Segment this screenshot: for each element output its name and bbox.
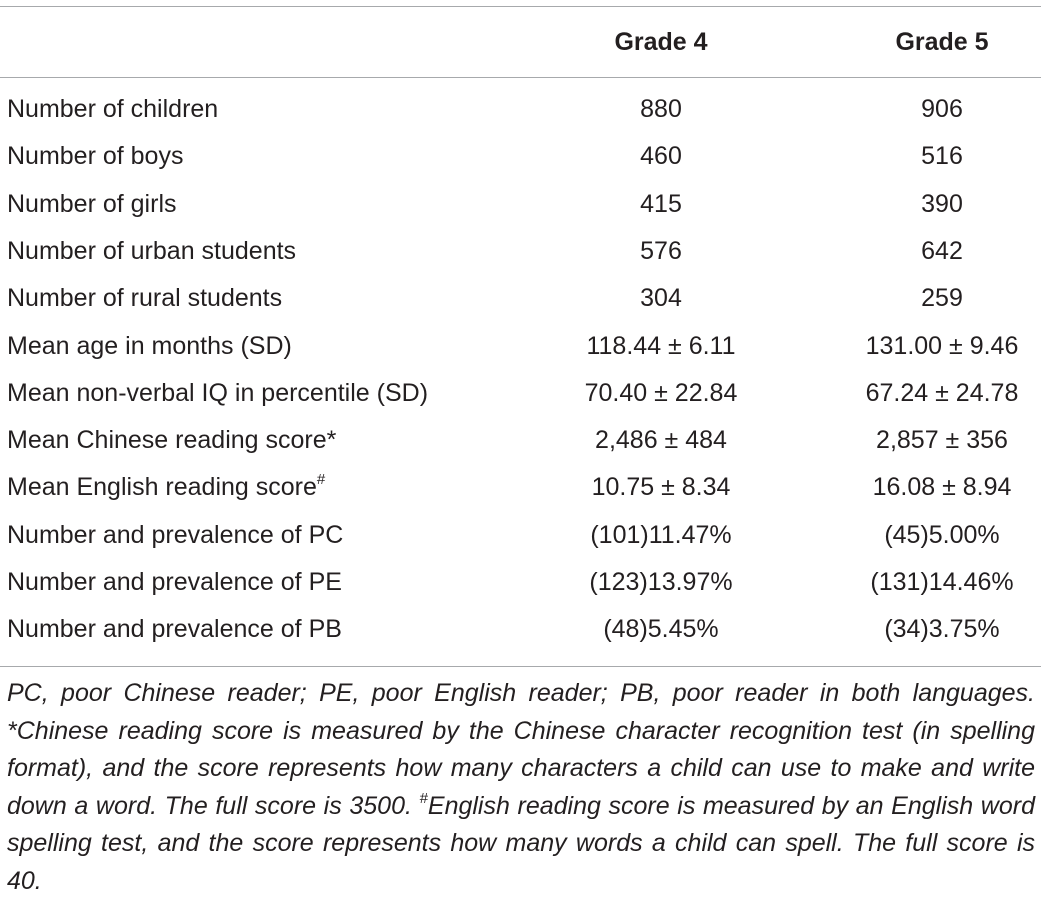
cell-grade5: 516 [921, 142, 963, 171]
row-label [7, 326, 292, 366]
cell-grade4: (101)11.47% [590, 520, 732, 549]
cell-grade4: 70.40 ± 22.84 [584, 378, 738, 407]
row-label [7, 136, 183, 176]
footnote-hash-text: English reading score is measured by an English word spelling test, and the score represents how many words a child can spell. The full score is 40. [7, 791, 1035, 895]
header-rule [0, 77, 1041, 78]
row-label [7, 278, 282, 318]
row-label-text: Number of rural students [7, 284, 283, 313]
table-row [0, 136, 1041, 183]
footnote-star-mark: * [7, 716, 17, 745]
row-label [7, 373, 428, 413]
cell-grade4: (123)13.97% [589, 568, 733, 596]
row-label [7, 562, 342, 602]
cell-grade5: 390 [921, 189, 963, 218]
row-label-text: Number and prevalence of PB [7, 615, 342, 644]
row-label [7, 609, 342, 649]
bottom-rule [0, 666, 1041, 667]
cell-grade4: 2,486 ± 484 [595, 426, 727, 455]
row-label [7, 420, 336, 460]
table-row [0, 231, 1041, 278]
footnote-abbreviations: PC, poor Chinese reader; PE, poor English reader; PB, poor reader in both languages. [7, 679, 1035, 707]
footnote-star-text: Chinese reading score is measured by the Chinese character recognition test (in spelling format), and the score represents how many characters a child can use to make and write down a word. The full score is 3500. [7, 716, 1035, 820]
cell-grade4: (48)5.45% [603, 615, 719, 644]
cell-grade4: 880 [640, 95, 682, 123]
row-label [7, 231, 296, 271]
table-row [0, 326, 1041, 373]
cell-grade5: 642 [921, 236, 963, 265]
cell-grade5: 906 [921, 95, 963, 123]
table-footnote [7, 675, 1035, 901]
row-label-mark: * [326, 426, 337, 455]
table-row [0, 467, 1041, 514]
table-row [0, 373, 1041, 420]
cell-grade4: 304 [640, 284, 682, 313]
cell-grade5: 2,857 ± 356 [876, 426, 1008, 455]
row-label [7, 184, 177, 224]
row-label-mark: # [316, 471, 326, 489]
row-label-text: Mean Chinese reading score [7, 426, 327, 455]
row-label-text: Mean English reading score [7, 473, 317, 502]
cell-grade4: 415 [640, 189, 682, 218]
cell-grade4: 460 [640, 142, 682, 171]
cell-grade5: (131)14.46% [870, 568, 1014, 596]
table-row [0, 184, 1041, 231]
table-row [0, 89, 1041, 136]
table-row [0, 420, 1041, 467]
cell-grade5: 67.24 ± 24.78 [865, 378, 1019, 407]
footnote-hash-mark: # [419, 789, 428, 807]
cell-grade5: (34)3.75% [884, 615, 1000, 644]
row-label-text: Number and prevalence of PC [7, 520, 344, 549]
row-label-text: Number and prevalence of PE [7, 568, 342, 596]
cell-grade5: 131.00 ± 9.46 [865, 331, 1019, 360]
table-row [0, 515, 1041, 562]
row-label-text: Number of boys [7, 142, 184, 171]
row-label-text: Mean non-verbal IQ in percentile (SD) [7, 378, 429, 407]
row-label-text: Number of girls [7, 189, 177, 218]
row-label [7, 467, 325, 507]
column-header-grade4: Grade 4 [614, 28, 708, 56]
table-row [0, 278, 1041, 325]
row-label-text: Mean age in months (SD) [7, 331, 292, 360]
cell-grade5: 259 [921, 284, 963, 313]
column-header-grade5: Grade 5 [895, 28, 989, 56]
row-label-text: Number of urban students [7, 236, 297, 265]
row-label [7, 89, 218, 129]
top-rule [0, 6, 1041, 7]
table-row [0, 609, 1041, 656]
row-label [7, 515, 343, 555]
cell-grade4: 10.75 ± 8.34 [591, 473, 731, 502]
table-row [0, 562, 1041, 609]
cell-grade5: (45)5.00% [884, 520, 1000, 549]
cell-grade5: 16.08 ± 8.94 [872, 473, 1012, 502]
cell-grade4: 576 [640, 236, 682, 265]
cell-grade4: 118.44 ± 6.11 [586, 331, 736, 360]
row-label-text: Number of children [7, 95, 219, 123]
